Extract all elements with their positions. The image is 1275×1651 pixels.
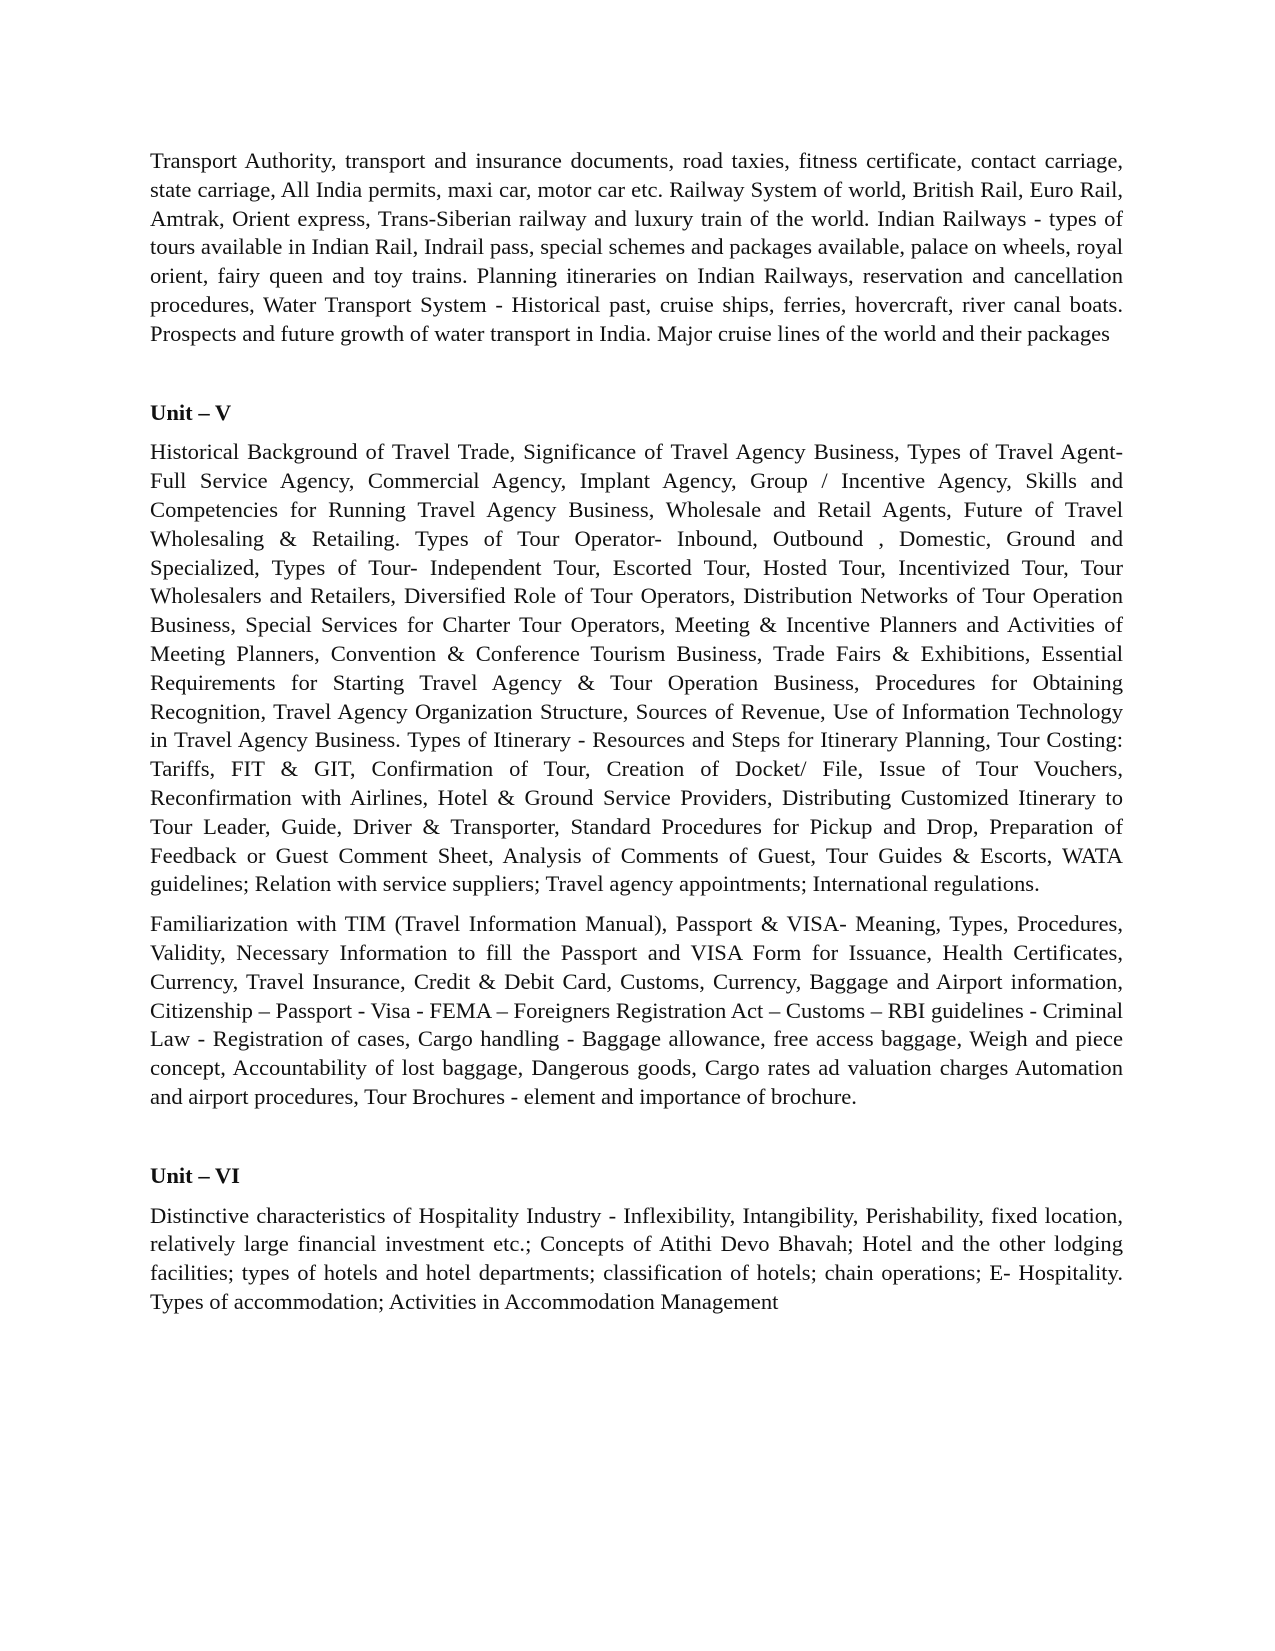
paragraph-spacer bbox=[150, 899, 1123, 910]
section-spacer bbox=[150, 1112, 1123, 1162]
intro-paragraph: Transport Authority, transport and insurance documents, road taxies, fitness certificate, contact carriage, state carriage, All India permits, maxi car, motor car etc. Railway System of world, British Rail, Euro Rail, Amtrak, Orient express, Trans-Siberian railway and luxury train of the world. Indian Railways - types of tours available in Indian Rail, Indrail pass, special schemes and packages available, palace on wheels, royal orient, fairy queen and toy trains. Planning itineraries on Indian Railways, reservation and cancellation procedures, Water Transport System - Historical past, cruise ships, ferries, hovercraft, river canal boats. Prospects and future growth of water transport in India. Major cruise lines of the world and their packages bbox=[150, 148, 1123, 346]
heading-spacer bbox=[150, 427, 1123, 438]
unit-5-paragraph-2: Familiarization with TIM (Travel Information Manual), Passport & VISA- Meaning, Types, Procedures, Validity, Necessary Information to fill the Passport and VISA Form for Issuance, Health Certificates, Currency, Travel Insurance, Credit & Debit Card, Customs, Currency, Baggage and Airport information, Citizenship – Passport - Visa - FEMA – Foreigners Registration Act – Customs – RBI guidelines - Criminal Law - Registration of cases, Cargo handling - Baggage allowance, free access baggage, Weigh and piece concept, Accountability of lost baggage, Dangerous goods, Cargo rates ad valuation charges Automation and airport procedures, Tour Brochures - element and importance of brochure. bbox=[150, 911, 1123, 1109]
heading-spacer bbox=[150, 1191, 1123, 1202]
unit-6-paragraph-1: Distinctive characteristics of Hospitality Industry - Inflexibility, Intangibility, Perishability, fixed location, relatively large financial investment etc.; Concepts of Atithi Devo Bhavah; Hotel and the other lodging facilities; types of hotels and hotel departments; classification of hotels; chain operations; E- Hospitality. Types of accommodation; Activities in Accommodation Management bbox=[150, 1202, 1123, 1314]
unit-5-heading: Unit – V bbox=[150, 399, 232, 425]
unit-6-heading: Unit – VI bbox=[150, 1162, 240, 1188]
section-spacer bbox=[150, 349, 1123, 399]
unit-5-paragraph-1: Historical Background of Travel Trade, Significance of Travel Agency Business, Types of Travel Agent- Full Service Agency, Commercial Agency, Implant Agency, Group / Incentive Agency, Skills and Competencies for Running Travel Agency Business, Wholesale and Retail Agents, Future of Travel Wholesaling & Retailing. Types of Tour Operator- Inbound, Outbound , Domestic, Ground and Specialized, Types of Tour- Independent Tour, Escorted Tour, Hosted Tour, Incentivized Tour, Tour Wholesalers and Retailers, Diversified Role of Tour Operators, Distribution Networks of Tour Operation Business, Special Services for Charter Tour Operators, Meeting & Incentive Planners and Activities of Meeting Planners, Convention & Conference Tourism Business, Trade Fairs & Exhibitions, Essential Requirements for Starting Travel Agency & Tour Operation Business, Procedures for Obtaining Recognition, Travel Agency Organization Structure, Sources of Revenue, Use of Information Technology in Travel Agency Business. Types of Itinerary - Resources and Steps for Itinerary Planning, Tour Costing: Tariffs, FIT & GIT, Confirmation of Tour, Creation of Docket/ File, Issue of Tour Vouchers, Reconfirmation with Airlines, Hotel & Ground Service Providers, Distributing Customized Itinerary to Tour Leader, Guide, Driver & Transporter, Standard Procedures for Pickup and Drop, Preparation of Feedback or Guest Comment Sheet, Analysis of Comments of Guest, Tour Guides & Escorts, WATA guidelines; Relation with service suppliers; Travel agency appointments; International regulations. bbox=[150, 439, 1123, 897]
document-page bbox=[150, 147, 1123, 1317]
